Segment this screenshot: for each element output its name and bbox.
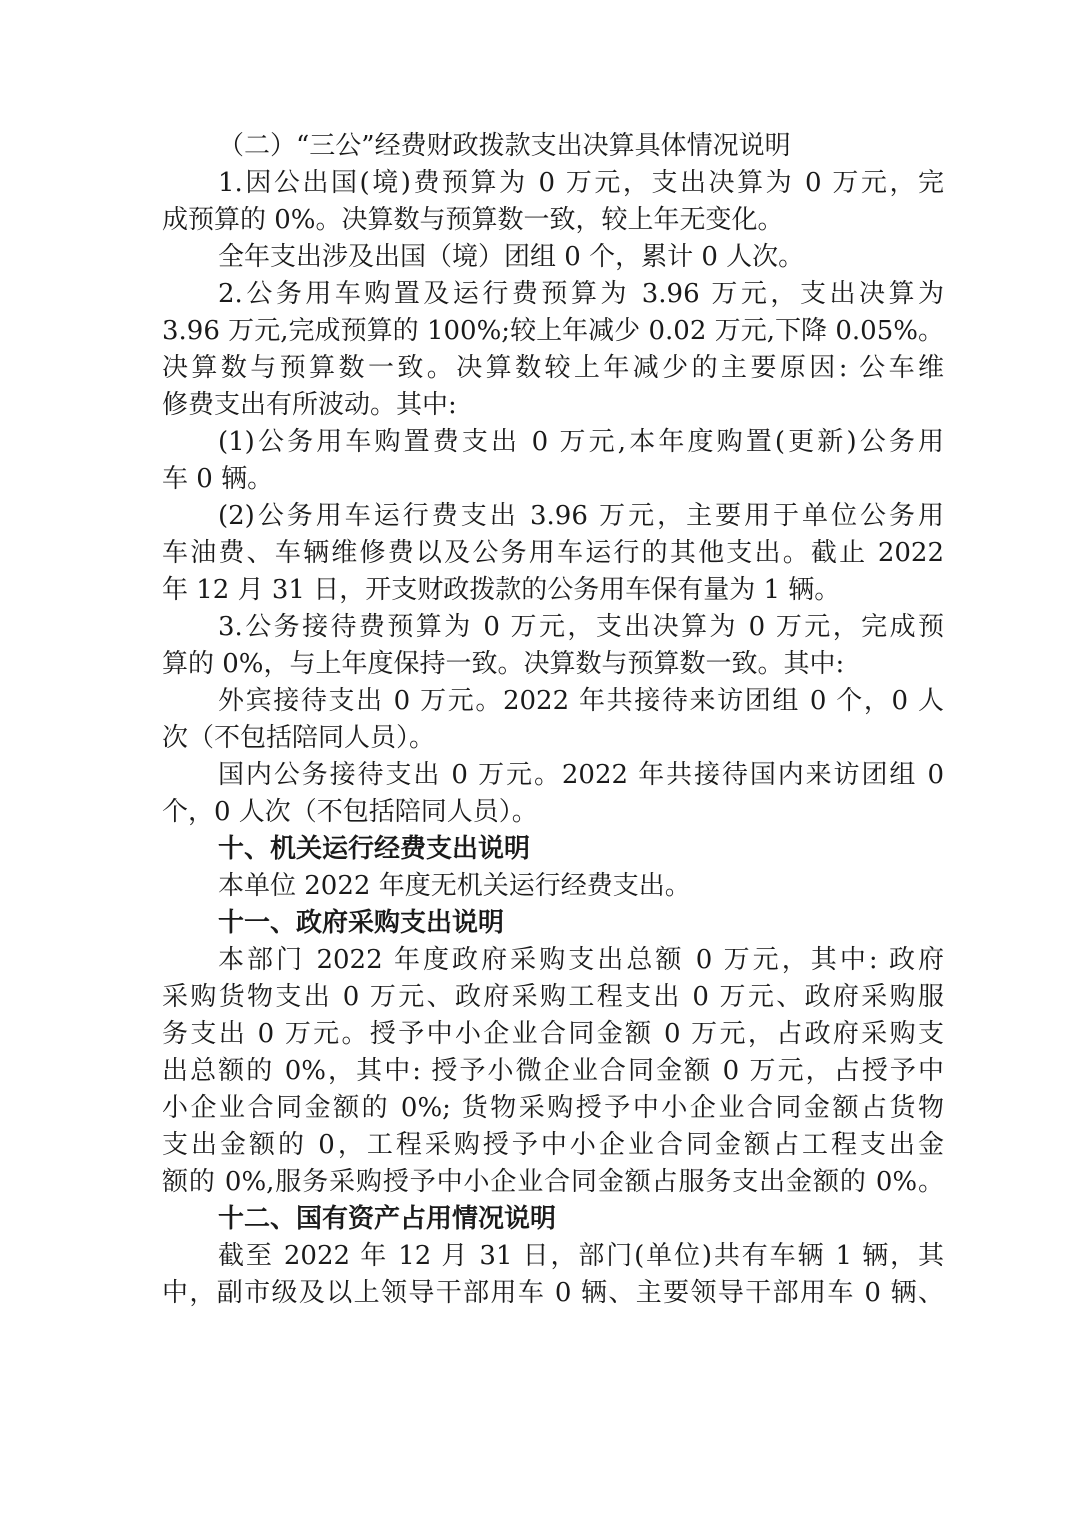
section-heading: 十、机关运行经费支出说明 [218,834,531,864]
paragraph-line: 2.公务用车购置及运行费预算为 3.96 万元，支出决算为 [218,279,944,309]
paragraph-line: 3.96 万元,完成预算的 100%;较上年减少 0.02 万元,下降 0.05%。 [162,316,944,346]
paragraph-line: 全年支出涉及出国（境）团组 0 个，累计 0 人次。 [218,242,805,272]
paragraph-line: 决算数与预算数一致。决算数较上年减少的主要原因: 公车维 [162,353,944,383]
paragraph-line: 本单位 2022 年度无机关运行经费支出。 [218,871,691,901]
paragraph-line: 3.公务接待费预算为 0 万元，支出决算为 0 万元，完成预 [218,612,944,642]
section-heading: 十二、国有资产占用情况说明 [218,1204,557,1234]
paragraph-line: 次（不包括陪同人员）。 [162,723,436,753]
document-page [162,128,944,1312]
paragraph-line: 额的 0%,服务采购授予中小企业合同金额占服务支出金额的 0%。 [162,1167,944,1197]
paragraph-line: 成预算的 0%。决算数与预算数一致，较上年无变化。 [162,205,784,235]
paragraph-line: 截至 2022 年 12 月 31 日，部门(单位)共有车辆 1 辆，其 [218,1241,944,1271]
paragraph-line: (1)公务用车购置费支出 0 万元,本年度购置(更新)公务用 [218,427,944,457]
paragraph-line: 个，0 人次（不包括陪同人员）。 [162,797,538,827]
paragraph-line: 算的 0%，与上年度保持一致。决算数与预算数一致。其中: [162,649,845,679]
paragraph-line: 小企业合同金额的 0%; 货物采购授予中小企业合同金额占货物 [162,1093,944,1123]
paragraph-line: 车 0 辆。 [162,464,274,494]
paragraph-line: 修费支出有所波动。其中: [162,390,457,420]
paragraph-line: 出总额的 0%，其中: 授予小微企业合同金额 0 万元，占授予中 [162,1056,944,1086]
paragraph-line: 支出金额的 0，工程采购授予中小企业合同金额占工程支出金 [162,1130,944,1160]
paragraph-line: (2)公务用车运行费支出 3.96 万元，主要用于单位公务用 [218,501,944,531]
section-heading: 十一、政府采购支出说明 [218,908,505,938]
paragraph-line: 中，副市级及以上领导干部用车 0 辆、主要领导干部用车 0 辆、 [162,1278,944,1308]
paragraph-line: 采购货物支出 0 万元、政府采购工程支出 0 万元、政府采购服 [162,982,944,1012]
paragraph-line: 车油费、车辆维修费以及公务用车运行的其他支出。截止 2022 [162,538,944,568]
paragraph-line: 本部门 2022 年度政府采购支出总额 0 万元，其中: 政府 [218,945,944,975]
paragraph-line: 务支出 0 万元。授予中小企业合同金额 0 万元，占政府采购支 [162,1019,944,1049]
paragraph-line: 1.因公出国(境)费预算为 0 万元，支出决算为 0 万元，完 [218,168,944,198]
paragraph-line: 国内公务接待支出 0 万元。2022 年共接待国内来访团组 0 [218,760,944,790]
paragraph-line: 年 12 月 31 日，开支财政拨款的公务用车保有量为 1 辆。 [162,575,841,605]
paragraph-line: 外宾接待支出 0 万元。2022 年共接待来访团组 0 个，0 人 [218,686,944,716]
subsection-heading: （二）“三公”经费财政拨款支出决算具体情况说明 [218,131,791,161]
